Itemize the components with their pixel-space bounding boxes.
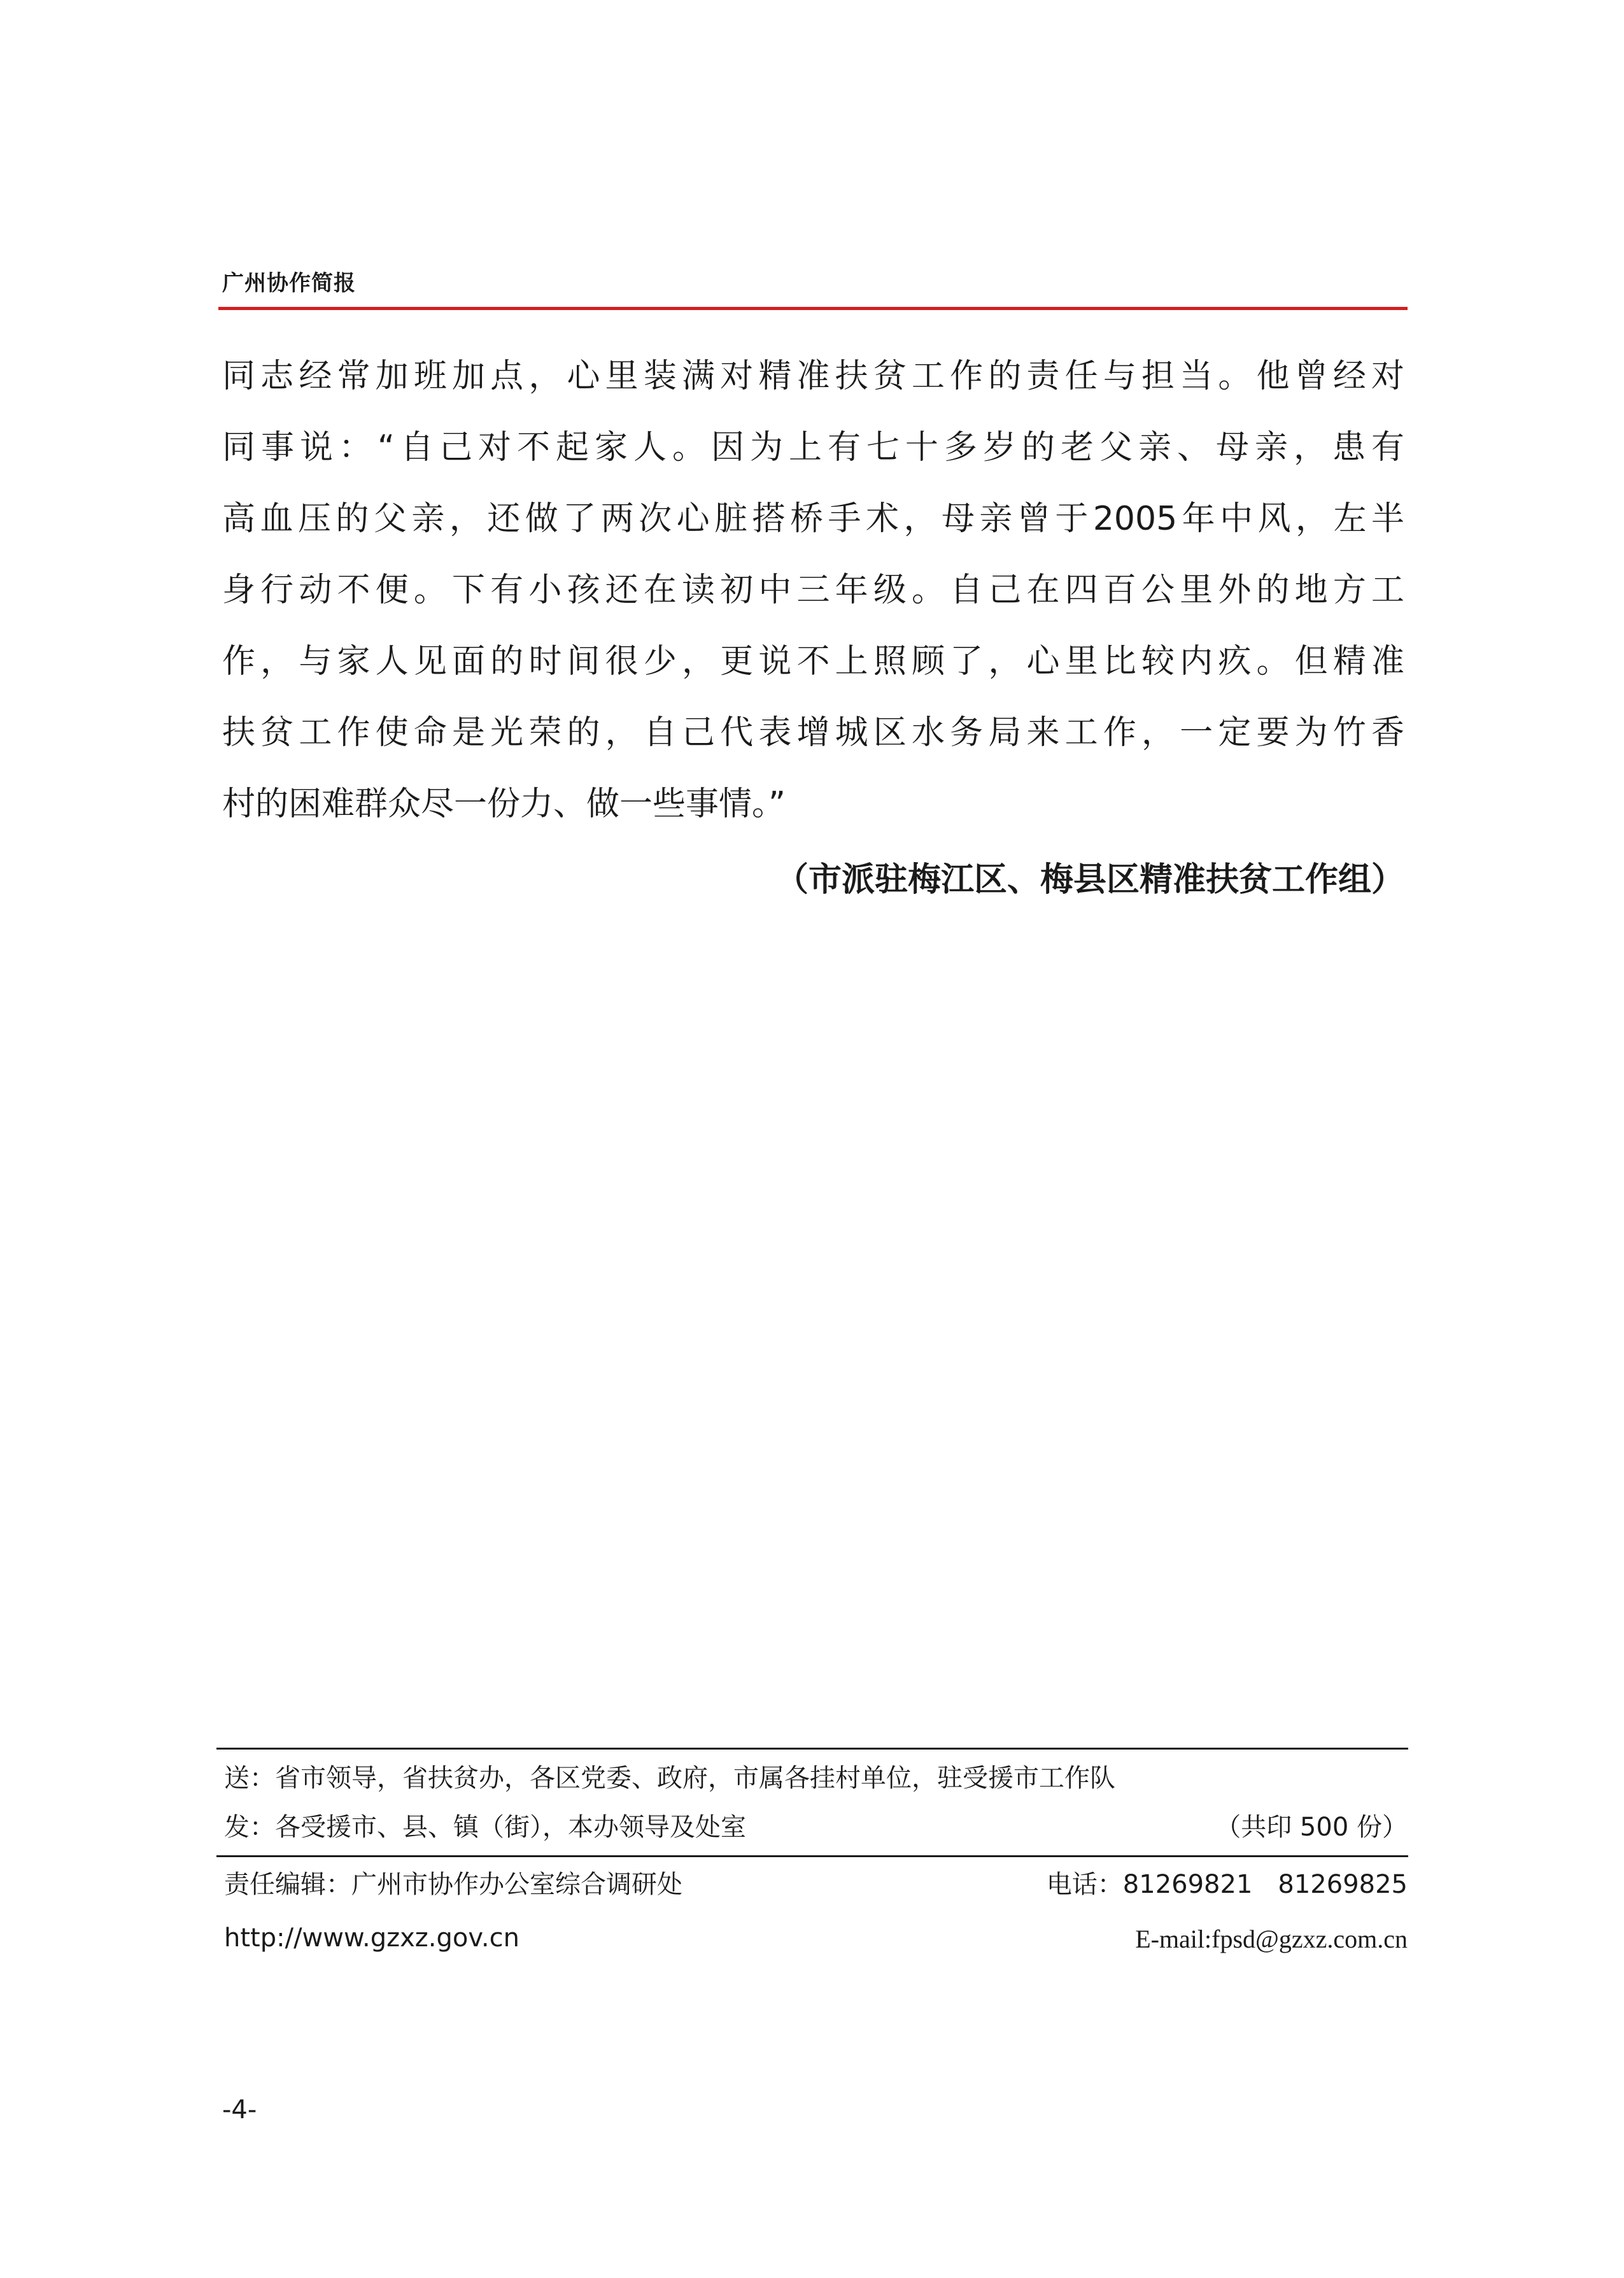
footer-website-link[interactable]: http://www.gzxz.gov.cn — [224, 1923, 519, 1953]
footer-print-count: （共印 500 份） — [1215, 1813, 1408, 1842]
footer-email-link[interactable]: E-mail:fpsd@gzxz.com.cn — [1135, 1925, 1408, 1953]
attribution: （市派驻梅江区、梅县区精准扶贫工作组） — [775, 861, 1404, 899]
footer-middle-rule — [216, 1855, 1408, 1857]
body-line: 作，与家人见面的时间很少，更说不上照顾了，心里比较内疚。但精准 — [222, 642, 1404, 681]
footer-editor: 责任编辑：广州市协作办公室综合调研处 — [224, 1870, 682, 1899]
body-line: 身行动不便。下有小孩还在读初中三年级。自己在四百公里外的地方工 — [222, 571, 1404, 609]
footer-send-to: 送：省市领导，省扶贫办，各区党委、政府，市属各挂村单位，驻受援市工作队 — [224, 1764, 1115, 1793]
body-line: 同志经常加班加点，心里装满对精准扶贫工作的责任与担当。他曾经对 — [222, 357, 1404, 395]
body-line: 村的困难群众尽一份力、做一些事情。” — [222, 785, 786, 823]
body-line: 扶贫工作使命是光荣的，自己代表增城区水务局来工作，一定要为竹香 — [222, 714, 1404, 752]
page-number: -4- — [222, 2095, 257, 2125]
footer-top-rule — [216, 1748, 1408, 1750]
footer-phone: 电话：81269821 81269825 — [1046, 1870, 1408, 1899]
page-header-title: 广州协作简报 — [222, 271, 356, 296]
body-line: 高血压的父亲，还做了两次心脏搭桥手术，母亲曾于2005年中风，左半 — [222, 500, 1404, 538]
footer-distribute-to: 发：各受援市、县、镇（街），本办领导及处室 — [224, 1813, 746, 1842]
header-red-rule — [218, 307, 1408, 310]
body-line: 同事说：“自己对不起家人。因为上有七十多岁的老父亲、母亲，患有 — [222, 428, 1404, 467]
